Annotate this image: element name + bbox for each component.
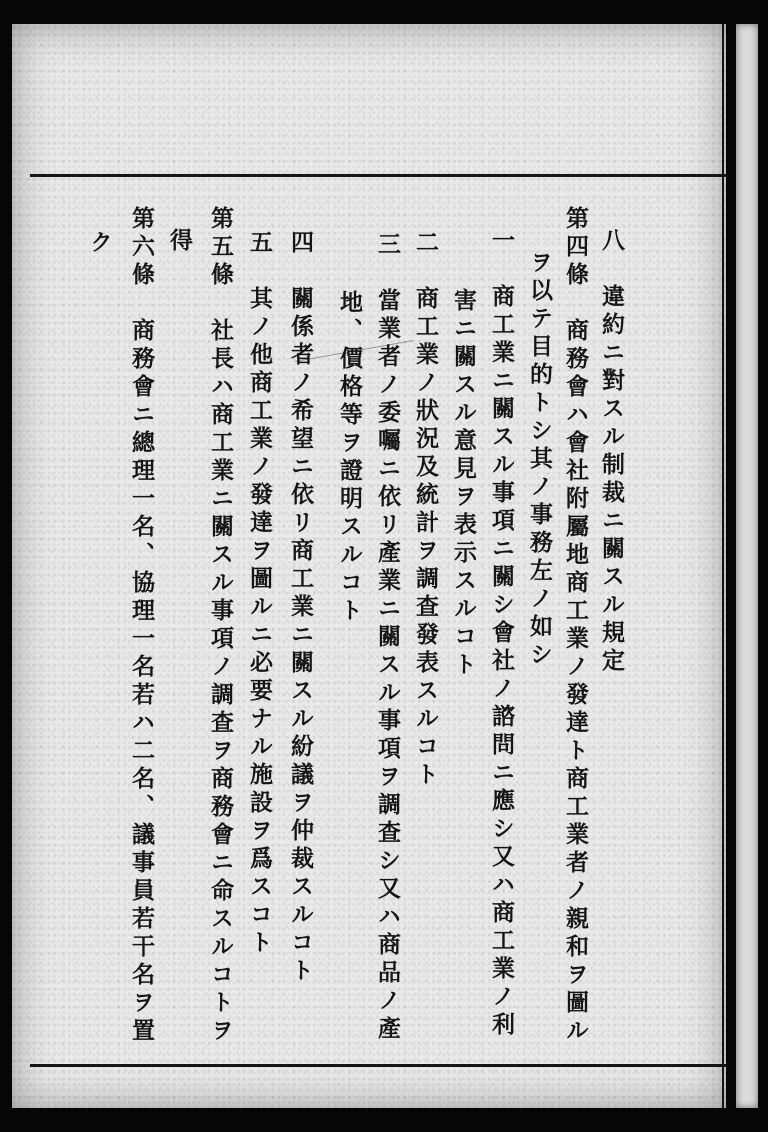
text-column: 八 違約ニ對スル制裁ニ關スル規定 [598, 228, 625, 676]
text-column: 第四條 商務會ハ會社附屬地商工業ノ發達ト商工業者ノ親和ヲ圖ル [562, 206, 589, 1046]
text-column: ク [86, 230, 113, 258]
bottom-rule [30, 1064, 726, 1067]
text-column: 地、價格等ヲ證明スルコト [336, 290, 363, 626]
text-column: 害ニ關スル意見ヲ表示スルコト [450, 288, 477, 680]
text-column: 四 關係者ノ希望ニ依リ商工業ニ關スル紛議ヲ仲裁スルコト [287, 230, 314, 986]
text-column: 得 [166, 228, 193, 256]
top-rule [30, 174, 726, 177]
text-column: 三 當業者ノ委囑ニ依リ產業ニ關スル事項ヲ調查シ又ハ商品ノ產 [374, 232, 401, 1044]
page-edge-strip [736, 24, 758, 1108]
text-column: 第六條 商務會ニ總理一名、協理一名若ハ二名、議事員若干名ヲ置 [128, 206, 155, 1046]
text-column: 二 商工業ノ狀況及統計ヲ調查發表スルコト [412, 230, 439, 790]
text-column: 五 其ノ他商工業ノ發達ヲ圖ルニ必要ナル施設ヲ爲スコト [246, 230, 273, 958]
text-column: 一 商工業ニ關スル事項ニ關シ會社ノ諮問ニ應シ又ハ商工業ノ利 [488, 228, 515, 1040]
text-column: ヲ以テ目的トシ其ノ事務左ノ如シ [526, 250, 553, 670]
text-column: 第五條 社長ハ商工業ニ關スル事項ノ調查ヲ商務會ニ命スルコトヲ [207, 206, 234, 1046]
right-rule [722, 24, 724, 1108]
